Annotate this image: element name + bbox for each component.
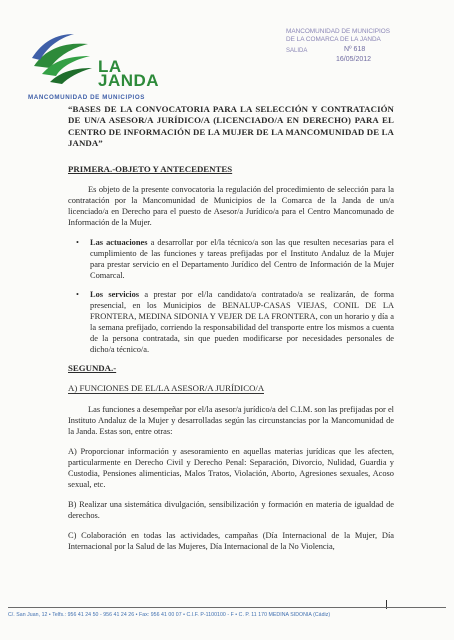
stamp-number: Nº 618 xyxy=(344,46,366,53)
footer-divider xyxy=(8,607,446,608)
list-item xyxy=(76,289,395,355)
lajanda-logo-mark xyxy=(28,22,98,92)
section-2-subheading xyxy=(68,383,394,394)
document-body xyxy=(68,104,394,561)
bullet-icon: • xyxy=(76,237,79,247)
bullet-2-text: a prestar por el/la candidato/a contratado/a se realizarán, de forma presencial, en los Municipios de BENALUP-CASAS VIEJAS, CONIL DE LA FRONTERA, MEDINA SIDONIA Y VEJER DE LA FRONTERA, con un horario y día a la semana prefijado, corriendo la responsabilidad del transporte entre los mismos a cuenta de la persona contratada, sin que pueden modificarse por necesidades personales de dicho/a técnico/a. xyxy=(90,289,395,354)
bullet-1-lead: Las actuaciones xyxy=(90,237,148,247)
section-1-paragraph: Es objeto de la presente convocatoria la regulación del procedimiento de selección para la contratación por la Mancomunidad de Municipios de la Comarca de la Janda de un/a licenciado/a en Derecho para el puesto de Asesor/a Jurídico/a para el Centro Mancomunado de Información de la Mujer. xyxy=(68,184,394,227)
footer-address: C/. San Juan, 12 • Telfs.: 956 41 24 50 - 956 41 24 26 • Fax: 956 41 00 07 • C.I.F. P-1100100 - F • C. P. 11 170 MEDINA SIDONIA (Cádiz) xyxy=(8,612,331,618)
logo-name: LA JANDA xyxy=(98,57,160,90)
bullet-1-text: a desarrollar por el/la técnico/a son las que resulten necesarias para el cumplimiento de las funciones y tareas prefijadas por el Instituto Andaluz de la Mujer para prestar servicio en el Departamento Jurídico del Centro de Información de la Mujer Comarcal. xyxy=(90,237,395,280)
function-item-c: C) Colaboración en todas las actividades, campañas (Día Internacional de la Mujer, Día Internacional por la Salud de las Mujeres, Día Internacional de la No Violencia, xyxy=(68,530,394,551)
section-1-heading: PRIMERA.-OBJETO Y ANTECEDENTES xyxy=(68,163,233,174)
logo-subtitle: MANCOMUNIDAD DE MUNICIPIOS xyxy=(28,94,146,101)
function-item-a: A) Proporcionar información y asesoramiento en aquellas materias jurídicas que les afecten, particularmente en Derecho Civil y Derecho Penal: Separación, Divorcio, Nulidad, Guardia y Custodia, Pensiones alimenticias, Malos Tratos, Violación, Aborto, Agresiones sexuales, Acoso sexual, etc. xyxy=(68,446,394,489)
stamp-line-2: DE LA COMARCA DE LA JANDA xyxy=(286,36,381,43)
section-2-heading: SEGUNDA.- xyxy=(68,362,117,373)
section-2-paragraph: Las funciones a desempeñar por el/la asesor/a jurídico/a del C.I.M. son las prefijadas por el Instituto Andaluz de la Mujer y desarrolladas según las circunstancias por la Mancomunidad de la Janda. Estas son, entre otras: xyxy=(68,404,394,436)
registry-stamp xyxy=(286,28,406,63)
function-item-b: B) Realizar una sistemática divulgación, sensibilización y formación en materia de igualdad de derechos. xyxy=(68,499,394,520)
bullet-2-lead: Los servicios xyxy=(90,289,140,299)
stamp-line-1: MANCOMUNIDAD DE MUNICIPIOS xyxy=(286,28,391,35)
stamp-entry-row xyxy=(286,46,406,63)
organization-logo xyxy=(14,14,160,110)
document-title: “BASES DE LA CONVOCATORIA PARA LA SELECCIÓN Y CONTRATACIÓN DE UN/A ASESOR/A JURÍDICO/A (LICENCIADO/A EN DERECHO) PARA EL CENTRO DE INFORMACIÓN DE LA MUJER DE LA MANCOMUNIDAD DE LA JANDA” xyxy=(68,104,394,149)
list-item xyxy=(76,237,395,281)
bullet-icon: • xyxy=(76,289,79,299)
stamp-label: SALIDA xyxy=(286,48,308,54)
section-2-subheading-text: A) FUNCIONES DE EL/LA ASESOR/A JURÍDICO/A xyxy=(68,382,265,393)
stamp-date: 16/05/2012 xyxy=(336,56,372,63)
section-1-list xyxy=(68,237,394,355)
